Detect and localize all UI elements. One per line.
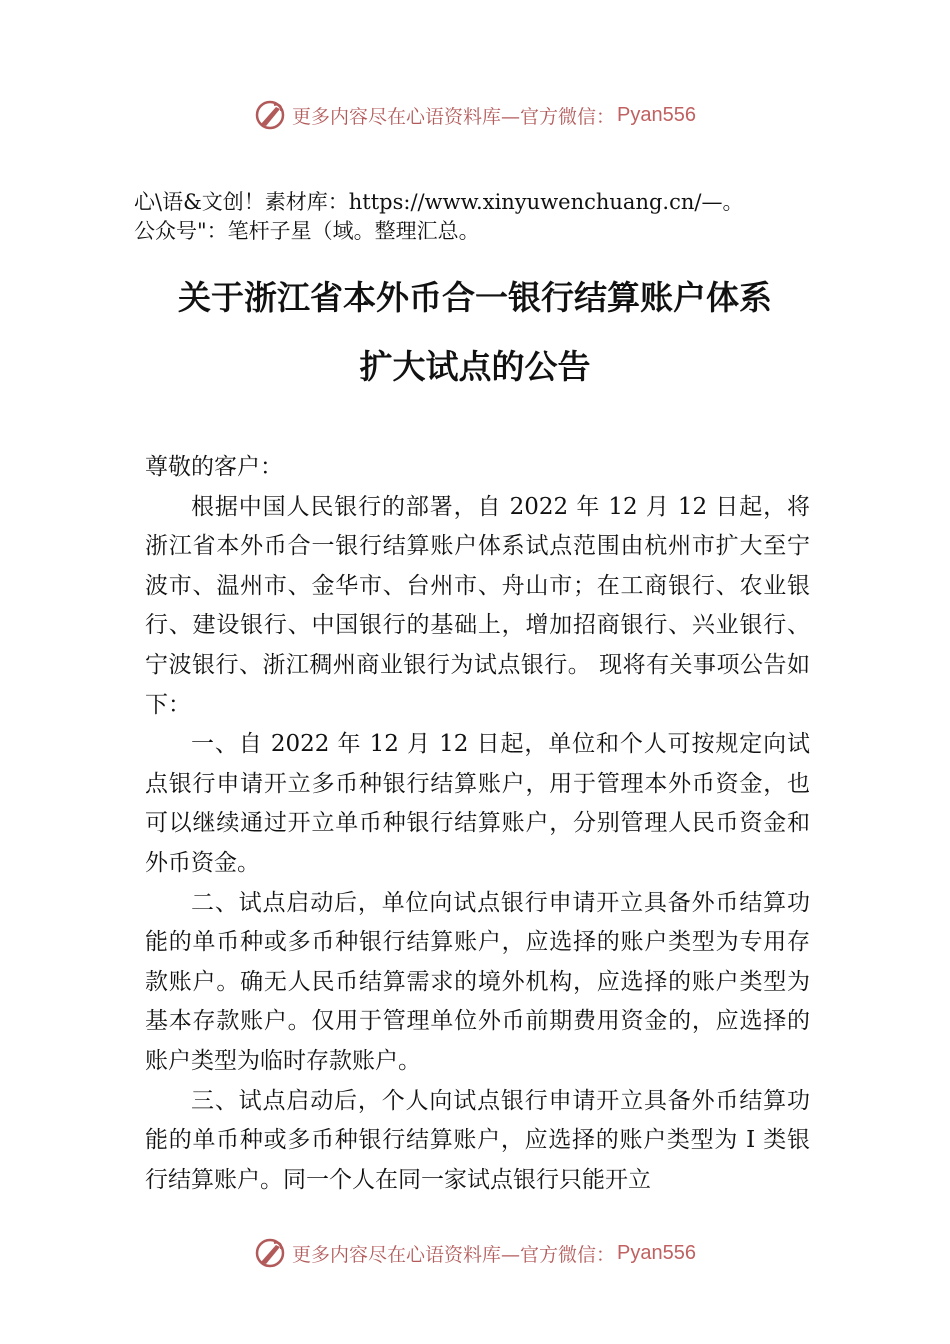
document-title-line-1: 关于浙江省本外币合一银行结算账户体系 xyxy=(178,278,772,317)
document-title-line-2: 扩大试点的公告 xyxy=(359,347,591,386)
pen-logo-icon xyxy=(254,1237,286,1269)
source-line-2: 公众号"：笔杆子星（域。整理汇总。 xyxy=(134,219,480,243)
header-watermark xyxy=(0,95,950,135)
pen-logo-icon xyxy=(254,99,286,131)
watermark-handle: Pyan556 xyxy=(617,1241,696,1264)
item-3-paragraph: 三、试点启动后，个人向试点银行申请开立具备外币结算功能的单币种或多币种银行结算账户，应选择的账户类型为 I 类银行结算账户。同一个人在同一家试点银行只能开立 xyxy=(145,1087,810,1193)
watermark-handle: Pyan556 xyxy=(617,103,696,126)
salutation: 尊敬的客户： xyxy=(145,454,283,480)
document-body xyxy=(145,448,810,1200)
watermark-text: 更多内容尽在心语资料库—官方微信： xyxy=(292,1243,616,1266)
footer-watermark xyxy=(0,1233,950,1273)
item-1-paragraph: 一、自 2022 年 12 月 12 日起，单位和个人可按规定向试点银行申请开立多币种银行结算账户，用于管理本外币资金，也可以继续通过开立单币种银行结算账户，分别管理人民币资金和外币资金。 xyxy=(145,731,810,876)
item-2-paragraph: 二、试点启动后，单位向试点银行申请开立具备外币结算功能的单币种或多币种银行结算账户，应选择的账户类型为专用存款账户。确无人民币结算需求的境外机构，应选择的账户类型为基本存款账户。仅用于管理单位外币前期费用资金的，应选择的账户类型为临时存款账户。 xyxy=(145,889,810,1074)
watermark-text: 更多内容尽在心语资料库—官方微信： xyxy=(292,105,616,128)
intro-paragraph: 根据中国人民银行的部署，自 2022 年 12 月 12 日起，将浙江省本外币合一银行结算账户体系试点范围由杭州市扩大至宁波市、温州市、金华市、台州市、舟山市；在工商银行、农业银行、建设银行、中国银行的基础上，增加招商银行、兴业银行、宁波银行、浙江稠州商业银行为试点银行。 现将有关事项公告如下： xyxy=(145,493,810,718)
source-line-1: 心\语&文创！素材库：https://www.xinyuwenchuang.cn/—。 xyxy=(134,190,744,214)
